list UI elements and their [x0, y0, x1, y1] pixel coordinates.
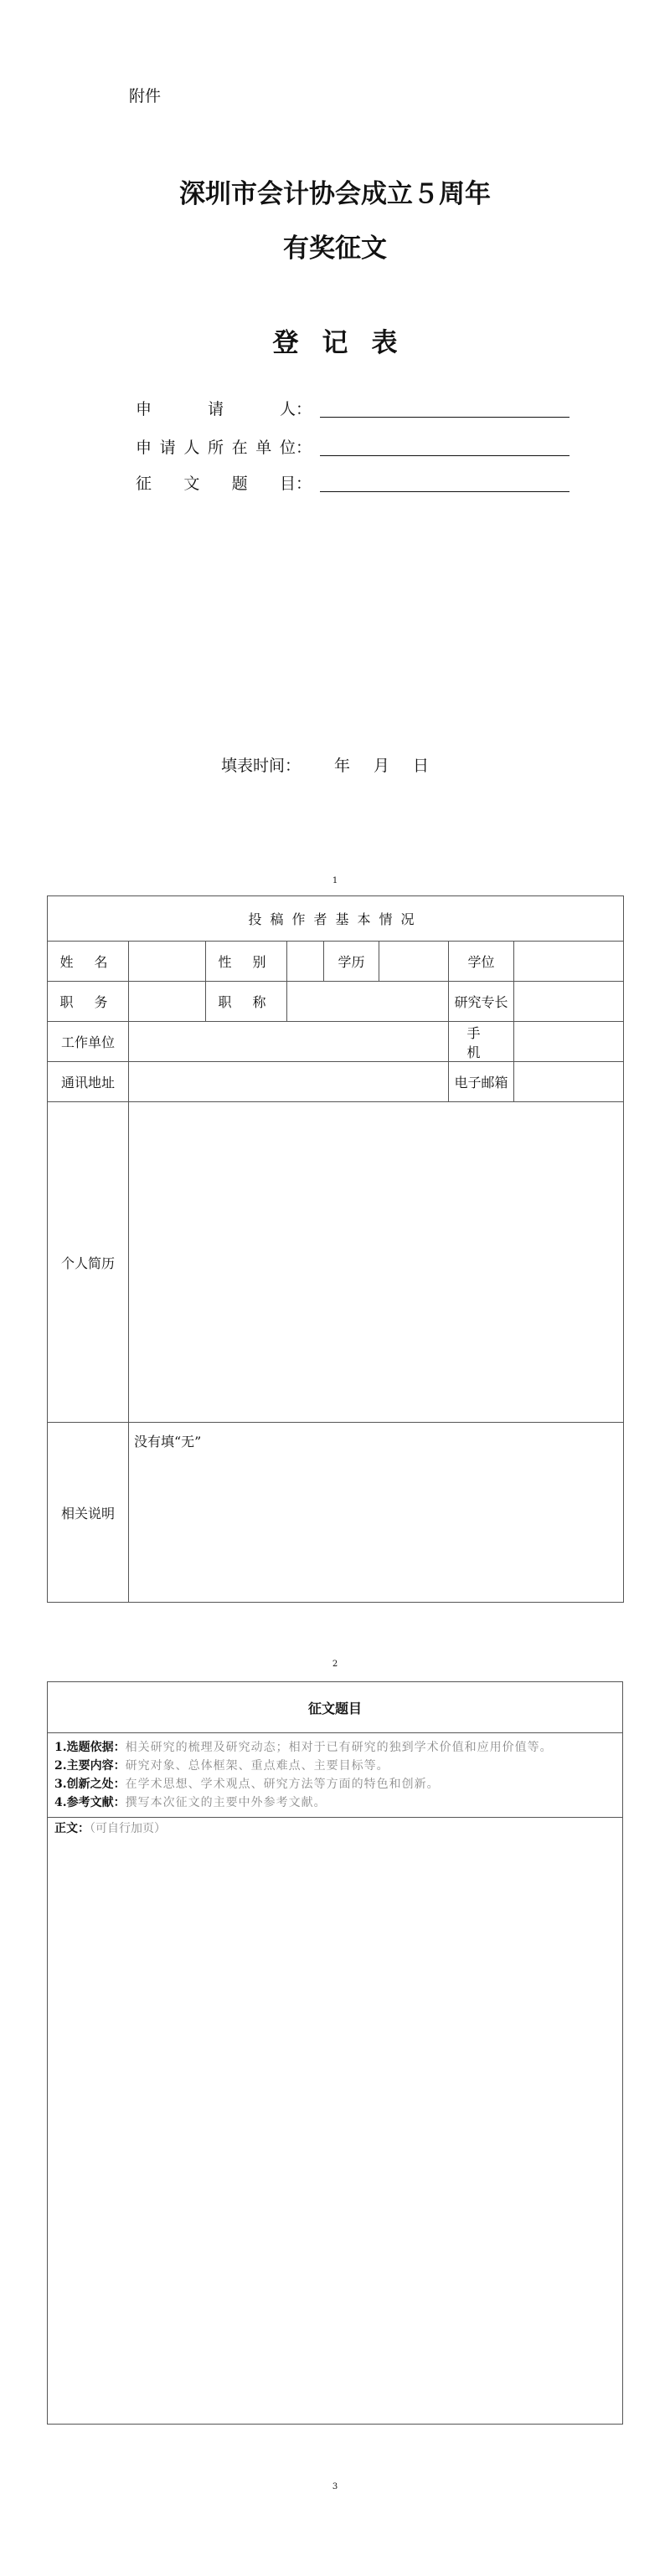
specialty-input[interactable]: [514, 982, 624, 1022]
degree-label: 学位: [449, 942, 514, 982]
fill-time-month: 月: [374, 757, 390, 775]
email-input[interactable]: [514, 1062, 624, 1102]
title-input[interactable]: [287, 982, 449, 1022]
essay-title-field[interactable]: [320, 491, 570, 492]
name-label: 姓 名: [48, 942, 129, 982]
education-label: 学历: [324, 942, 379, 982]
guide-item: 3.创新之处：在学术思想、学术观点、研究方法等方面的特色和创新。: [54, 1778, 440, 1791]
page-number: 3: [332, 2482, 338, 2491]
page-number: 2: [332, 1660, 338, 1669]
page-number: 1: [332, 876, 338, 885]
table-title: 投稿作者基本情况: [48, 896, 624, 942]
education-input[interactable]: [379, 942, 449, 982]
page-subtitle: 有奖征文: [283, 233, 387, 264]
specialty-label: 研究专长: [449, 982, 514, 1022]
attachment-label: 附件: [129, 87, 162, 105]
degree-input[interactable]: [514, 942, 624, 982]
email-label: 电子邮箱: [449, 1062, 514, 1102]
applicant-unit-label: 申 请 人 所 在 单 位：: [136, 439, 312, 457]
mobile-input[interactable]: [514, 1022, 624, 1062]
name-input[interactable]: [129, 942, 206, 982]
employer-input[interactable]: [129, 1022, 449, 1062]
applicant-unit-field[interactable]: [320, 455, 570, 456]
guide-item: 1.选题依据：相关研究的梳理及研究动态；相对于已有研究的独到学术价值和应用价值等。: [54, 1741, 553, 1754]
fill-time: [221, 753, 429, 776]
guide-item: 2.主要内容：研究对象、总体框架、重点难点、主要目标等。: [54, 1759, 389, 1773]
resume-input[interactable]: [129, 1102, 624, 1423]
fill-time-day: 日: [413, 757, 430, 775]
applicant-label: 申 请 人：: [136, 400, 312, 418]
address-input[interactable]: [129, 1062, 449, 1102]
employer-label: 工作单位: [48, 1022, 129, 1062]
author-info-table: [47, 895, 624, 1603]
notes-label: 相关说明: [48, 1423, 129, 1603]
guide-item: 4.参考文献：撰写本次征文的主要中外参考文献。: [54, 1796, 327, 1809]
fill-time-label: 填表时间：: [221, 757, 302, 775]
essay-title-heading: 征文题目: [48, 1682, 622, 1733]
essay-box: [47, 1681, 623, 2425]
position-input[interactable]: [129, 982, 206, 1022]
resume-label: 个人简历: [48, 1102, 129, 1423]
gender-input[interactable]: [287, 942, 324, 982]
position-label: 职 务: [48, 982, 129, 1022]
gender-label: 性 别: [206, 942, 287, 982]
essay-body-area[interactable]: [48, 1818, 622, 1838]
mobile-label: 手 机: [449, 1022, 514, 1062]
body-label: 正文：: [54, 1822, 90, 1835]
title-label: 职 称: [206, 982, 287, 1022]
applicant-field[interactable]: [320, 417, 570, 418]
form-title: 登记表: [272, 328, 421, 358]
essay-title-label: 征 文 题 目：: [136, 475, 312, 493]
page-title: 深圳市会计协会成立５周年: [179, 179, 491, 209]
fill-time-year: 年: [334, 757, 351, 775]
essay-guide: [48, 1733, 622, 1818]
body-hint: （可自行加页）: [90, 1822, 166, 1835]
address-label: 通讯地址: [48, 1062, 129, 1102]
notes-input[interactable]: [129, 1423, 624, 1603]
notes-hint: 没有填“无”: [134, 1434, 202, 1450]
